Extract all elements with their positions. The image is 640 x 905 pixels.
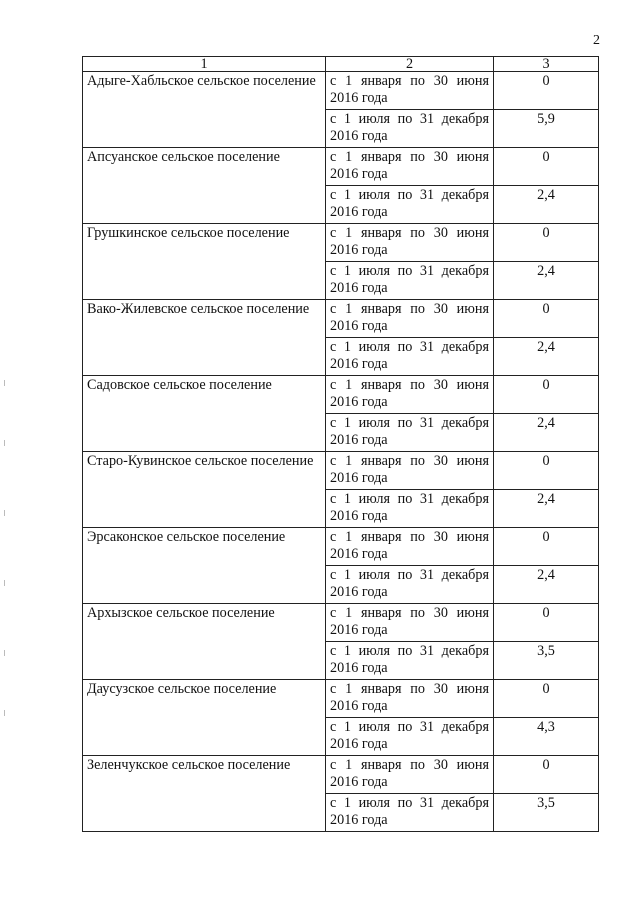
value-cell: 2,4 — [494, 414, 599, 452]
value-cell: 2,4 — [494, 566, 599, 604]
table-row — [83, 376, 599, 414]
value-cell: 0 — [494, 300, 599, 338]
header-col-2: 2 — [326, 57, 494, 72]
table-row — [83, 680, 599, 718]
value-cell: 3,5 — [494, 794, 599, 832]
table-row — [83, 452, 599, 490]
period-cell: с 1 января по 30 июня 2016 года — [326, 148, 494, 186]
period-cell: с 1 января по 30 июня 2016 года — [326, 604, 494, 642]
period-cell: с 1 июля по 31 декабря 2016 года — [326, 718, 494, 756]
period-cell: с 1 июля по 31 декабря 2016 года — [326, 566, 494, 604]
header-col-3: 3 — [494, 57, 599, 72]
header-col-1: 1 — [83, 57, 326, 72]
value-cell: 2,4 — [494, 490, 599, 528]
period-cell: с 1 января по 30 июня 2016 года — [326, 528, 494, 566]
table-row — [83, 224, 599, 262]
value-cell: 0 — [494, 756, 599, 794]
value-cell: 0 — [494, 604, 599, 642]
settlement-name: Архызское сельское поселение — [83, 604, 326, 680]
value-cell: 4,3 — [494, 718, 599, 756]
table-row — [83, 300, 599, 338]
table-row — [83, 756, 599, 794]
value-cell: 0 — [494, 452, 599, 490]
value-cell: 2,4 — [494, 186, 599, 224]
settlement-name: Адыге-Хабльское сельское поселение — [83, 72, 326, 148]
settlement-name: Даусузское сельское поселение — [83, 680, 326, 756]
table-row — [83, 148, 599, 186]
value-cell: 0 — [494, 680, 599, 718]
value-cell: 0 — [494, 224, 599, 262]
value-cell: 3,5 — [494, 642, 599, 680]
scan-margin-marks — [4, 380, 8, 720]
value-cell: 0 — [494, 376, 599, 414]
settlement-name: Зеленчукское сельское поселение — [83, 756, 326, 832]
period-cell: с 1 января по 30 июня 2016 года — [326, 376, 494, 414]
settlement-name: Садовское сельское поселение — [83, 376, 326, 452]
table-row — [83, 72, 599, 110]
settlement-name: Апсуанское сельское поселение — [83, 148, 326, 224]
period-cell: с 1 января по 30 июня 2016 года — [326, 452, 494, 490]
table-row — [83, 604, 599, 642]
value-cell: 5,9 — [494, 110, 599, 148]
period-cell: с 1 января по 30 июня 2016 года — [326, 680, 494, 718]
settlement-name: Старо-Кувинское сельское поселение — [83, 452, 326, 528]
period-cell: с 1 июля по 31 декабря 2016 года — [326, 414, 494, 452]
period-cell: с 1 января по 30 июня 2016 года — [326, 300, 494, 338]
period-cell: с 1 июля по 31 декабря 2016 года — [326, 262, 494, 300]
period-cell: с 1 января по 30 июня 2016 года — [326, 72, 494, 110]
period-cell: с 1 июля по 31 декабря 2016 года — [326, 794, 494, 832]
period-cell: с 1 июля по 31 декабря 2016 года — [326, 110, 494, 148]
table-row — [83, 528, 599, 566]
value-cell: 0 — [494, 528, 599, 566]
value-cell: 0 — [494, 148, 599, 186]
period-cell: с 1 января по 30 июня 2016 года — [326, 756, 494, 794]
settlement-name: Вако-Жилевское сельское поселение — [83, 300, 326, 376]
period-cell: с 1 января по 30 июня 2016 года — [326, 224, 494, 262]
period-cell: с 1 июля по 31 декабря 2016 года — [326, 490, 494, 528]
value-cell: 0 — [494, 72, 599, 110]
settlement-name: Грушкинское сельское поселение — [83, 224, 326, 300]
page-number: 2 — [593, 33, 600, 48]
tariff-table — [82, 56, 599, 832]
period-cell: с 1 июля по 31 декабря 2016 года — [326, 338, 494, 376]
header-row — [83, 57, 599, 72]
value-cell: 2,4 — [494, 338, 599, 376]
period-cell: с 1 июля по 31 декабря 2016 года — [326, 642, 494, 680]
value-cell: 2,4 — [494, 262, 599, 300]
period-cell: с 1 июля по 31 декабря 2016 года — [326, 186, 494, 224]
settlement-name: Эрсаконское сельское поселение — [83, 528, 326, 604]
